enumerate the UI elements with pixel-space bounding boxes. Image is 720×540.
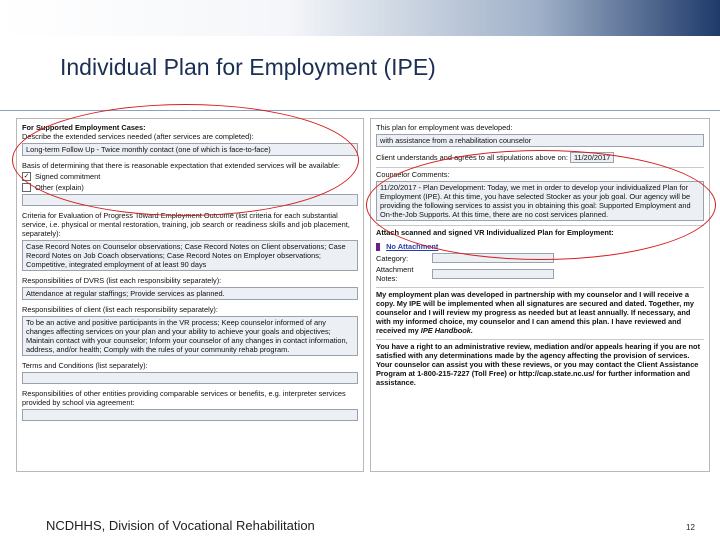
plan-developed-field[interactable]: with assistance from a rehabilitation counselor xyxy=(376,134,704,147)
checkbox-empty-icon[interactable] xyxy=(22,183,31,192)
section-divider xyxy=(376,167,704,168)
other-entities-field[interactable] xyxy=(22,409,358,421)
agreement-date-field[interactable]: 11/20/2017 xyxy=(570,152,614,163)
other-entities-label: Responsibilities of other entities providing comparable services or benefits, e.g. interpreter services provided by school via agreement: xyxy=(22,389,346,407)
counselor-comments-field[interactable]: 11/20/2017 - Plan Development: Today, we met in order to develop your individualized Plan for Employment (IPE). At this time, you have selected Stocker as your job goal. Our agency will be providing the following services to assist you in obtaining this goal: Supported Employment and On-the-Job Supports. At this time, there are no cost services planned. xyxy=(376,181,704,221)
attachment-flag-icon xyxy=(376,243,380,251)
attachment-notes-field[interactable] xyxy=(432,269,554,279)
section-divider xyxy=(376,225,704,226)
plan-developed-label: This plan for employment was developed: xyxy=(376,123,513,132)
option-other[interactable] xyxy=(22,183,358,192)
attachment-notes-row xyxy=(376,265,704,283)
client-agrees-row xyxy=(376,152,704,163)
dvrs-responsibilities-field[interactable]: Attendance at regular staffings; Provide services as planned. xyxy=(22,287,358,300)
client-responsibilities-label: Responsibilities of client (list each responsibility separately): xyxy=(22,305,218,314)
plan-statement-text: My employment plan was developed in partnership with my counselor and I will receive a copy. My IPE will be implemented when all signatures are secured and dated. Together, my counselor and I will review my progress as needed but at least annually. If necessary, and with my informed choice, my counselor and I can amend this plan. I have reviewed and received my xyxy=(376,290,695,336)
section-divider xyxy=(376,287,704,288)
category-field[interactable] xyxy=(432,253,554,263)
supported-employment-heading: For Supported Employment Cases: xyxy=(22,123,146,132)
category-label: Category: xyxy=(376,253,409,263)
attachment-notes-label: Attachment Notes: xyxy=(376,265,414,284)
other-explain-field[interactable] xyxy=(22,194,358,206)
left-form-column xyxy=(16,118,364,472)
category-row xyxy=(376,253,704,263)
option-other-label: Other (explain) xyxy=(35,183,84,192)
option-signed-commitment[interactable] xyxy=(22,172,358,181)
plan-statement xyxy=(376,290,704,335)
ipe-handbook-text: IPE Handbook. xyxy=(420,326,473,336)
title-divider xyxy=(0,110,720,111)
extended-services-field[interactable]: Long-term Follow Up - Twice monthly contact (one of which is face-to-face) xyxy=(22,143,358,156)
terms-field[interactable] xyxy=(22,372,358,384)
attach-label: Attach scanned and signed VR Individualized Plan for Employment: xyxy=(376,228,614,237)
dvrs-responsibilities-label: Responsibilities of DVRS (list each responsibility separately): xyxy=(22,276,222,285)
section-divider xyxy=(376,339,704,340)
counselor-comments-label: Counselor Comments: xyxy=(376,170,450,179)
header-gradient-bar xyxy=(0,0,720,36)
checkbox-checked-icon[interactable]: ✓ xyxy=(23,173,30,180)
form-screenshot xyxy=(16,118,710,472)
basis-label: Basis of determining that there is reasonable expectation that extended services will be available: xyxy=(22,161,340,170)
no-attachment-link[interactable]: No Attachment xyxy=(386,242,439,251)
client-agrees-label: Client understands and agrees to all stipulations above on: xyxy=(376,153,568,162)
footer-organization: NCDHHS, Division of Vocational Rehabilitation xyxy=(46,518,315,533)
slide-title: Individual Plan for Employment (IPE) xyxy=(60,54,436,80)
option-signed-label: Signed commitment xyxy=(35,172,101,181)
terms-label: Terms and Conditions (list separately): xyxy=(22,361,148,370)
extended-services-label: Describe the extended services needed (after services are completed): xyxy=(22,132,254,141)
criteria-label: Criteria for Evaluation of Progress Toward Employment Outcome (list criteria for each substantial service, i.e. physical or mental restoration, training, job search or readiness skills and job placement, separately): xyxy=(22,211,350,238)
page-number: 12 xyxy=(686,523,695,532)
attachment-row xyxy=(376,242,704,251)
client-responsibilities-field[interactable]: To be an active and positive participants in the VR process; Keep counselor informed of any changes affecting services on your plan and your ability to achieve your goals and objectives; Maintain contact with your counselor; Inform your counselor of any changes in contact information, address, and/or health; Comply with the rules of your community rehab program. xyxy=(22,316,358,356)
rights-statement: You have a right to an administrative review, mediation and/or appeals hearing if you are not satisfied with any determinations made by the agency affecting the provision of services. Your counselor can assist you with these reviews, or you may contact the Client Assistance Program at 1-800-215-7227 (Toll Free) or http://cap.state.nc.us/ for further information and assistance. xyxy=(376,342,701,388)
right-form-column xyxy=(370,118,710,472)
criteria-field[interactable]: Case Record Notes on Counselor observations; Case Record Notes on Client observations; Case Record Notes on Job Coach observations; Case Record Notes on Employer observations; Competitive, integrated employment of at least 90 days xyxy=(22,240,358,271)
